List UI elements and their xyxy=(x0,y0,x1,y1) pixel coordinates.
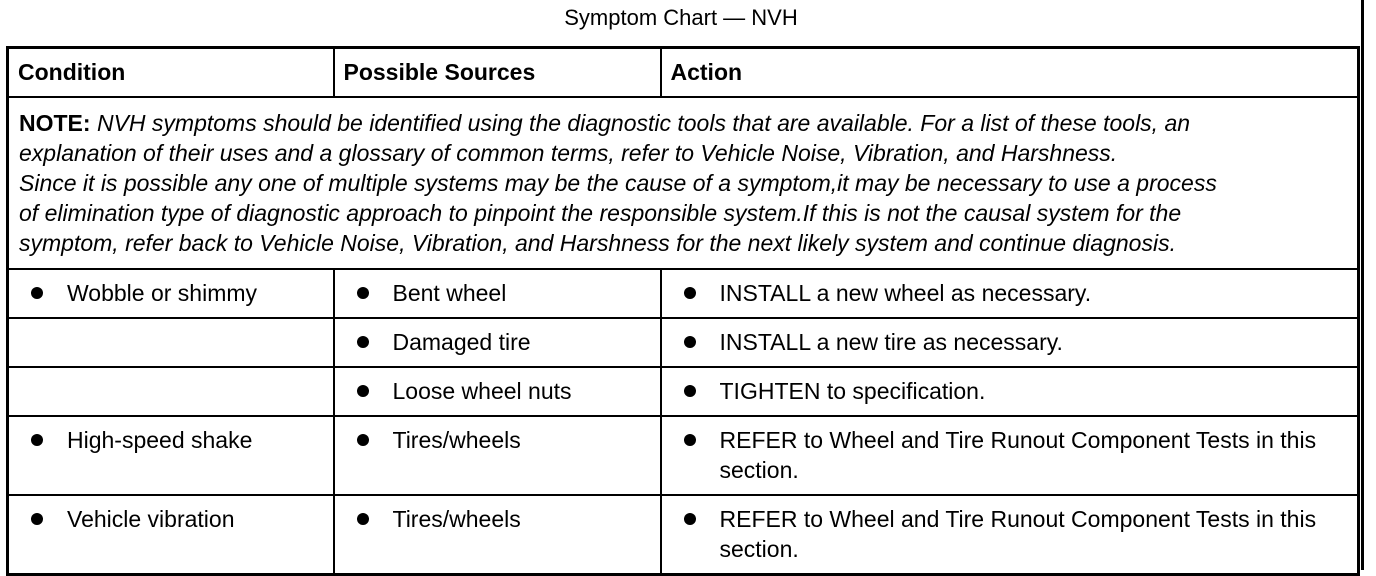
action-cell xyxy=(661,367,1359,416)
action-cell xyxy=(661,416,1359,495)
source-cell xyxy=(334,367,661,416)
table-row xyxy=(8,495,1359,575)
bullet-icon xyxy=(684,287,696,299)
source-cell xyxy=(334,495,661,575)
table-row xyxy=(8,416,1359,495)
table-row xyxy=(8,318,1359,367)
action-text: TIGHTEN to specification. xyxy=(719,378,986,404)
note-line-1 xyxy=(19,108,1347,138)
header-possible-sources: Possible Sources xyxy=(334,48,661,98)
note-text-1: NVH symptoms should be identified using the diagnostic tools that are available. For a list of these tools, an xyxy=(96,110,1191,136)
note-label: NOTE: xyxy=(19,110,91,136)
table-row xyxy=(8,367,1359,416)
page-edge-rule xyxy=(1361,0,1364,570)
note-line-5: symptom, refer back to Vehicle Noise, Vibration, and Harshness for the next likely system and continue diagnosis. xyxy=(19,230,1176,256)
action-text: INSTALL a new wheel as necessary. xyxy=(719,280,1092,306)
condition-cell xyxy=(8,416,334,495)
bullet-icon xyxy=(684,434,696,446)
condition-text: High-speed shake xyxy=(67,427,253,453)
header-condition: Condition xyxy=(8,48,334,98)
condition-text: Vehicle vibration xyxy=(67,506,235,532)
header-row xyxy=(8,48,1359,98)
source-cell xyxy=(334,269,661,318)
source-cell xyxy=(334,416,661,495)
action-text: REFER to Wheel and Tire Runout Component Tests in this section. xyxy=(719,427,1317,483)
note-line-4: of elimination type of diagnostic approach to pinpoint the responsible system.If this is not the causal system for the xyxy=(19,200,1182,226)
symptom-table xyxy=(6,46,1360,576)
note-line-2: explanation of their uses and a glossary of common terms, refer to Vehicle Noise, Vibration, and Harshness. xyxy=(19,140,1118,166)
bullet-icon xyxy=(684,336,696,348)
bullet-icon xyxy=(684,385,696,397)
note-cell xyxy=(8,97,1359,269)
table-row xyxy=(8,269,1359,318)
source-text: Tires/wheels xyxy=(392,506,521,532)
note-row xyxy=(8,97,1359,269)
condition-cell xyxy=(8,318,334,367)
action-cell xyxy=(661,318,1359,367)
bullet-icon xyxy=(31,287,43,299)
note-line-3: Since it is possible any one of multiple systems may be the cause of a symptom,it may be necessary to use a process xyxy=(19,170,1217,196)
condition-cell xyxy=(8,367,334,416)
action-text: REFER to Wheel and Tire Runout Component Tests in this section. xyxy=(719,506,1317,562)
bullet-icon xyxy=(31,513,43,525)
condition-cell xyxy=(8,269,334,318)
header-action: Action xyxy=(661,48,1359,98)
source-text: Damaged tire xyxy=(392,329,531,355)
bullet-icon xyxy=(357,513,369,525)
bullet-icon xyxy=(357,287,369,299)
action-cell xyxy=(661,269,1359,318)
condition-cell xyxy=(8,495,334,575)
chart-title: Symptom Chart — NVH xyxy=(564,5,798,30)
bullet-icon xyxy=(357,434,369,446)
bullet-icon xyxy=(357,336,369,348)
bullet-icon xyxy=(31,434,43,446)
source-cell xyxy=(334,318,661,367)
source-text: Loose wheel nuts xyxy=(392,378,572,404)
source-text: Bent wheel xyxy=(392,280,507,306)
action-text: INSTALL a new tire as necessary. xyxy=(719,329,1063,355)
condition-text: Wobble or shimmy xyxy=(67,280,258,306)
action-cell xyxy=(661,495,1359,575)
bullet-icon xyxy=(684,513,696,525)
bullet-icon xyxy=(357,385,369,397)
source-text: Tires/wheels xyxy=(392,427,521,453)
